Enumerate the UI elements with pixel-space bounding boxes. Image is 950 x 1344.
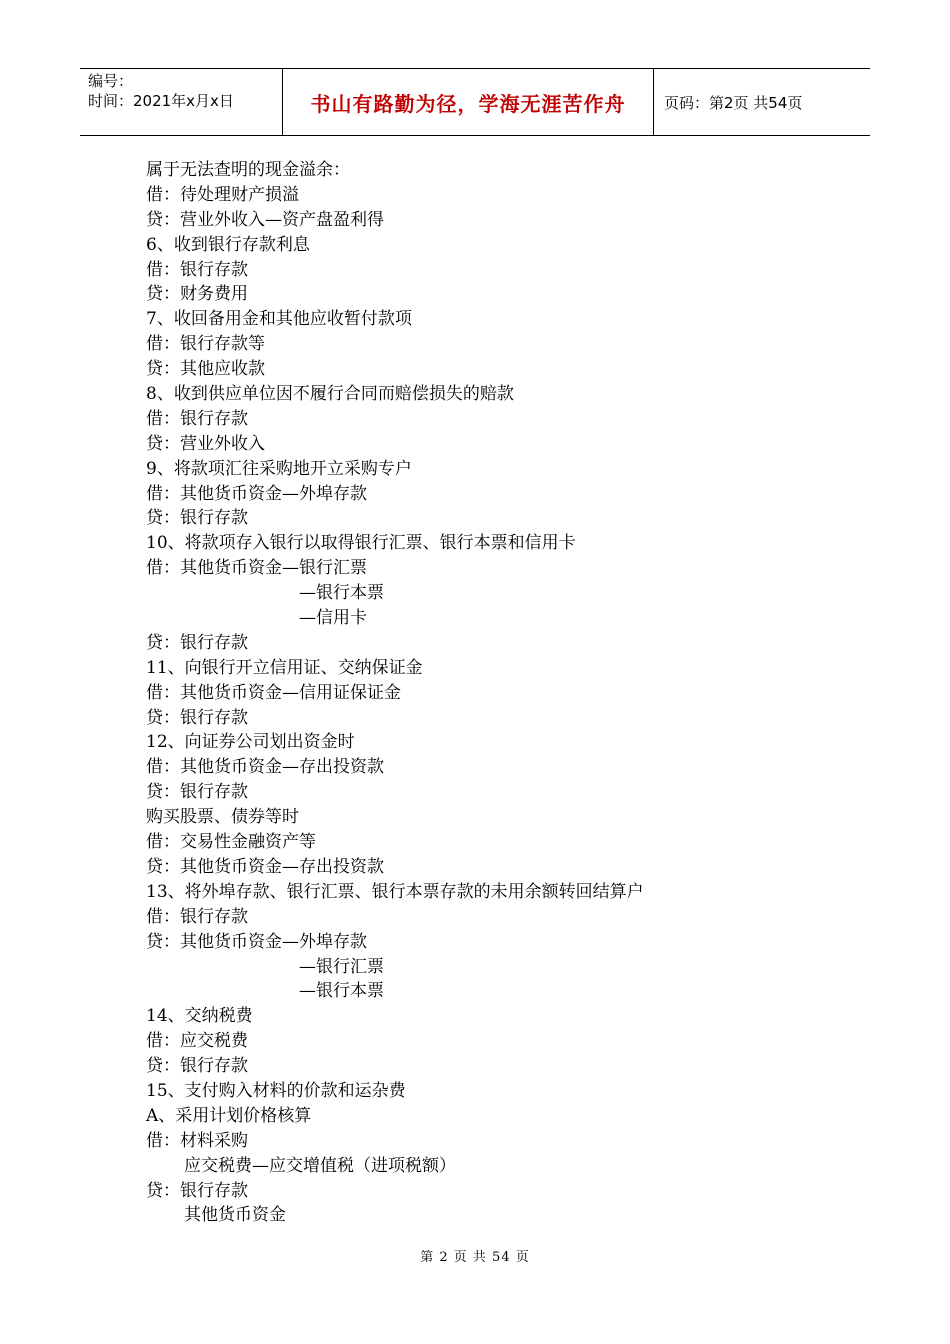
document-line: 贷：银行存款 — [146, 508, 248, 529]
header-number-label: 编号： — [88, 72, 134, 90]
document-line: 12、向证券公司划出资金时 — [146, 732, 355, 753]
document-line: 6、收到银行存款利息 — [146, 234, 310, 255]
document-line: —银行本票 — [299, 981, 384, 1002]
document-line: 其他货币资金 — [184, 1205, 286, 1226]
document-line: 借：其他货币资金—存出投资款 — [146, 757, 384, 778]
document-line: 借：银行存款等 — [146, 334, 265, 355]
document-line: 8、收到供应单位因不履行合同而赔偿损失的赔款 — [146, 384, 514, 405]
document-line: 应交税费—应交增值税（进项税额） — [184, 1155, 456, 1176]
document-line: 借：银行存款 — [146, 259, 248, 280]
document-line: 属于无法查明的现金溢余： — [146, 160, 350, 180]
document-line: 贷：其他货币资金—存出投资款 — [146, 856, 384, 877]
header-time-label: 时间：2021年x月x日 — [88, 92, 234, 110]
document-line: 借：待处理财产损溢 — [146, 184, 299, 205]
document-line: 13、将外埠存款、银行汇票、银行本票存款的未用余额转回结算户 — [146, 881, 644, 902]
document-line: 贷：财务费用 — [146, 284, 248, 305]
page-footer: 第 2 页 共 54 页 — [420, 1250, 530, 1265]
document-line: —银行本票 — [299, 583, 384, 604]
document-line: 借：其他货币资金—银行汇票 — [146, 558, 367, 579]
document-line: 贷：银行存款 — [146, 1056, 248, 1077]
document-body — [146, 158, 846, 1228]
document-line: 贷：其他货币资金—外埠存款 — [146, 931, 367, 952]
header-page-label: 页码：第2页 共54页 — [664, 93, 803, 112]
document-line: 借：交易性金融资产等 — [146, 832, 316, 853]
document-line: 11、向银行开立信用证、交纳保证金 — [146, 657, 423, 678]
document-line: 借：材料采购 — [146, 1130, 248, 1151]
document-line: 贷：营业外收入 — [146, 433, 265, 454]
document-line: 贷：营业外收入—资产盘盈利得 — [146, 209, 384, 230]
document-line: 借：其他货币资金—外埠存款 — [146, 483, 367, 504]
document-line: 购买股票、债券等时 — [146, 807, 299, 828]
document-line: 14、交纳税费 — [146, 1006, 253, 1027]
page-header — [80, 68, 870, 136]
document-line: 贷：其他应收款 — [146, 359, 265, 380]
document-line: 借：银行存款 — [146, 408, 248, 429]
document-line: 7、收回备用金和其他应收暂付款项 — [146, 309, 412, 330]
document-line: 10、将款项存入银行以取得银行汇票、银行本票和信用卡 — [146, 533, 576, 554]
document-line: 贷：银行存款 — [146, 782, 248, 803]
header-motto: 书山有路勤为径，学海无涯苦作舟 — [282, 69, 654, 135]
document-line: 贷：银行存款 — [146, 1180, 248, 1201]
document-line: A、采用计划价格核算 — [146, 1105, 312, 1126]
document-line: 贷：银行存款 — [146, 632, 248, 653]
document-line: 借：其他货币资金—信用证保证金 — [146, 682, 401, 703]
header-meta — [80, 69, 282, 135]
document-line: 15、支付购入材料的价款和运杂费 — [146, 1080, 406, 1101]
document-line: 9、将款项汇往采购地开立采购专户 — [146, 458, 412, 479]
document-line: —银行汇票 — [299, 956, 384, 977]
document-line: 借：应交税费 — [146, 1031, 248, 1052]
document-line: 贷：银行存款 — [146, 707, 248, 728]
document-line: 借：银行存款 — [146, 906, 248, 927]
document-line: —信用卡 — [299, 608, 367, 629]
